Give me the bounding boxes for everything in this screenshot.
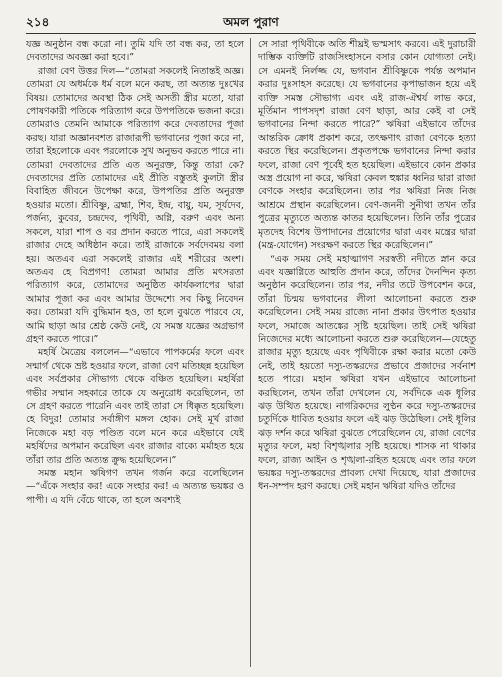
- paragraph: সমস্ত মহান ঋষিগণ তখন গর্জন করে বলেছিলেন—“এঁকে সংহার কর! একে সংহার কর! এ অত্যন্ত ভয়ঙ্কর ও পাপী। এ যদি বেঁচে থাকে, তা হলে অবশ্যই: [26, 468, 244, 506]
- column-divider: [250, 38, 251, 667]
- paragraph: সে সারা পৃথিবীকে অতি শীঘ্রই ভস্মসাৎ করবে। এই দুরাচারী দাম্ভিক ব্যক্তিটি রাজসিংহাসনে বসার কোন যোগ্যতা নেই। সে এমনই নির্লজ্জ যে, ভগবান শ্রীবিষ্ণুকে পর্যন্ত অপমান করার দুঃসাহস করেছে। যে ভগবানের কৃপাভাজন হয়ে এই ব্যক্তি সমস্ত সৌভাগ্য এবং এই রাজ-ঐশ্বর্য লাভ করে, মূর্তিমান পাপসদৃশ রাজা বেণ ছাড়া, আর কেই বা সেই ভগবানের নিন্দা করতে পারে?” ঋষিরা এইভাবে তাঁদের আন্তরিক ক্রোধ প্রকাশ করে, তৎক্ষণাৎ রাজা বেণকে হত্যা করতে স্থির করেছিলেন। প্রকৃতপক্ষে ভগবানের নিন্দা করার ফলে, রাজা বেণ পূর্বেই হত হয়েছিল। এইভাবে কোন প্রকার অস্ত্র প্রয়োগ না করে, ঋষিরা কেবল হুঙ্কার ধ্বনির দ্বারা রাজা বেণকে সংহার করেছিলেন। তার পর ঋষিরা নিজ নিজ আশ্রমে প্রস্থান করেছিলেন। বেণ-জননী সুনীথা তখন তাঁর পুত্রের মৃত্যুতে অত্যন্ত কাতর হয়েছিলেন। তিনি তাঁর পুত্রের মৃতদেহ বিশেষ উপাদানের প্রয়োগের দ্বারা এবং মন্ত্রের দ্বারা (মন্ত্র-যোগেন) সংরক্ষণ করতে স্থির করেছিলেন।”: [258, 39, 476, 252]
- paragraph: রাজা বেণ উত্তর দিল—“তোমরা সকলেই নিতান্তই অজ্ঞ। তোমরা যে অধর্মকে ধর্ম বলে মনে করছ, তা অত্যন্ত দুঃখের বিষয়। তোমাদের অবস্থা ঠিক সেই অসতী স্ত্রীর মতো, যারা পোষণকারী পতিকে পরিত্যাগ করে উপপতিকে ভজনা করে। তোমরাও তেমনি আমাকে পরিত্যাগ করে দেবতাদের পূজা করছ। যারা অজ্ঞানবশত রাজারূপী ভগবানের পূজা করে না, তারা ইহলোকে এবং পরলোকে সুখ অনুভব করতে পারে না। তোমরা দেবতাদের প্রতি এত অনুরক্ত, কিন্তু তারা কে? দেবতাদের প্রতি তোমাদের এই প্রীতি বস্তুতই কুলটা স্ত্রীর বিবাহিত জীবনে উপেক্ষা করে, উপপতির প্রতি অনুরক্ত হওয়ার মতো। শ্রীবিষ্ণু, ব্রহ্মা, শিব, ইন্দ্র, বায়ু, যম, সূর্যদেব, পর্জন্য, কুবের, চন্দ্রদেব, পৃথিবী, অগ্নি, বরুণ এবং অন্য সকলে, যারা শাপ ও বর প্রদান করতে পারে, এরা সকলেই রাজার দেহে অধিষ্ঠান করে। তাই রাজাকে সর্বদেবময় বলা হয়। অতএব এরা সকলেই রাজার এই শরীরের অংশ। অতএব হে বিপ্রগণ! তোমরা আমার প্রতি মৎসরতা পরিত্যাগ করে, তোমাদের অনুষ্ঠিত কার্যকলাপের দ্বারা আমার পূজা কর এবং আমার উদ্দেশ্যে সব কিছু নিবেদন কর। তোমরা যদি বুদ্ধিমান হও, তা হলে বুঝতে পারবে যে, আমি ছাড়া আর শ্রেষ্ঠ কেউ নেই, যে সমস্ত যজ্ঞের অগ্রভাগ গ্রহণ করতে পারে।”: [26, 65, 244, 345]
- header-rule: [26, 33, 476, 34]
- paragraph: যজ্ঞ অনুষ্ঠান বন্ধ করো না। তুমি যদি তা বন্ধ কর, তা হলে দেবতাদের অবজ্ঞা করা হবে।”: [26, 39, 244, 64]
- paragraph: “এক সময় সেই মহাত্মাগণ সরস্বতী নদীতে স্নান করে এবং যজ্ঞাগ্নিতে আহুতি প্রদান করে, তাঁদের দৈনন্দিন কৃত্য অনুষ্ঠান করেছিলেন। তার পর, নদীর তটে উপবেশন করে, তাঁরা চিন্ময় ভগবানের লীলা আলোচনা করতে শুরু করেছিলেন। সেই সময় রাজ্যে নানা প্রকার উৎপাত হওয়ার ফলে, সমাজে আতঙ্কের সৃষ্টি হয়েছিল। তাই সেই ঋষিরা নিজেদের মধ্যে আলোচনা করতে শুরু করেছিলেন—যেহেতু রাজার মৃত্যু হয়েছে এবং পৃথিবীকে রক্ষা করার মতো কেউ নেই, তাই হয়তো দস্যু-তস্করদের প্রভাবে প্রজাদের সর্বনাশ হতে পারে। মহান ঋষিরা যখন এইভাবে আলোচনা করছিলেন, তখন তাঁরা দেখলেন যে, সর্বদিকে এক ধূলির ঝড় উত্থিত হয়েছে। নাগরিকদের লুণ্ঠন করে দস্যু-তস্করদের চতুর্দিকে ধাবিত হওয়ার ফলে এই ঝড় উঠেছিল। সেই ধূলির ঝড় দর্শন করে ঋষিরা বুঝতে পেরেছিলেন যে, রাজা বেণের মৃত্যুর ফলে, মহা বিশৃঙ্খলার সৃষ্টি হয়েছে। শাসক না থাকার ফলে, রাজ্য আইন ও শৃঙ্খলা-রহিত হয়েছে এবং তার ফলে ভয়ঙ্কর দস্যু-তস্করদের প্রাবল্য দেখা দিয়েছে, যারা প্রজাদের ধন-সম্পদ হরণ করছে। সেই মহান ঋষিরা যদিও তাঁদের: [258, 253, 476, 493]
- page-number: ২১৪: [26, 15, 50, 29]
- paragraph: মহর্ষি মৈত্রেয় বললেন—“এভাবে পাপকর্মের ফলে এবং সন্মার্গ থেকে ভ্রষ্ট হওয়ার ফলে, রাজা বেণ মতিচ্ছন্ন হয়েছিল এবং সর্বপ্রকার সৌভাগ্য থেকে বঞ্চিত হয়েছিল। মহর্ষিরা গভীর সম্মান সহকারে তাকে যে অনুরোধ করেছিলেন, তা সে গ্রহণ করতে পারেনি এবং তাই তারা সে ধিক্কৃত হয়েছিল। হে বিদুর! তোমার সর্বাঙ্গীণ মঙ্গল হোক। সেই মূর্খ রাজা নিজেকে মহা বড় পণ্ডিত বলে মনে করে এইভাবে যেই মহর্ষিদের অপমান করেছিল এবং রাজার বাক্যে মর্মাহত হয়ে তাঁরা তার প্রতি অত্যন্ত ক্রুদ্ধ হয়েছিলেন।”: [26, 347, 244, 466]
- page-header: [26, 14, 476, 32]
- right-column: [258, 38, 476, 669]
- left-column: [26, 38, 244, 669]
- running-title: অমল পুরাণ: [223, 15, 279, 29]
